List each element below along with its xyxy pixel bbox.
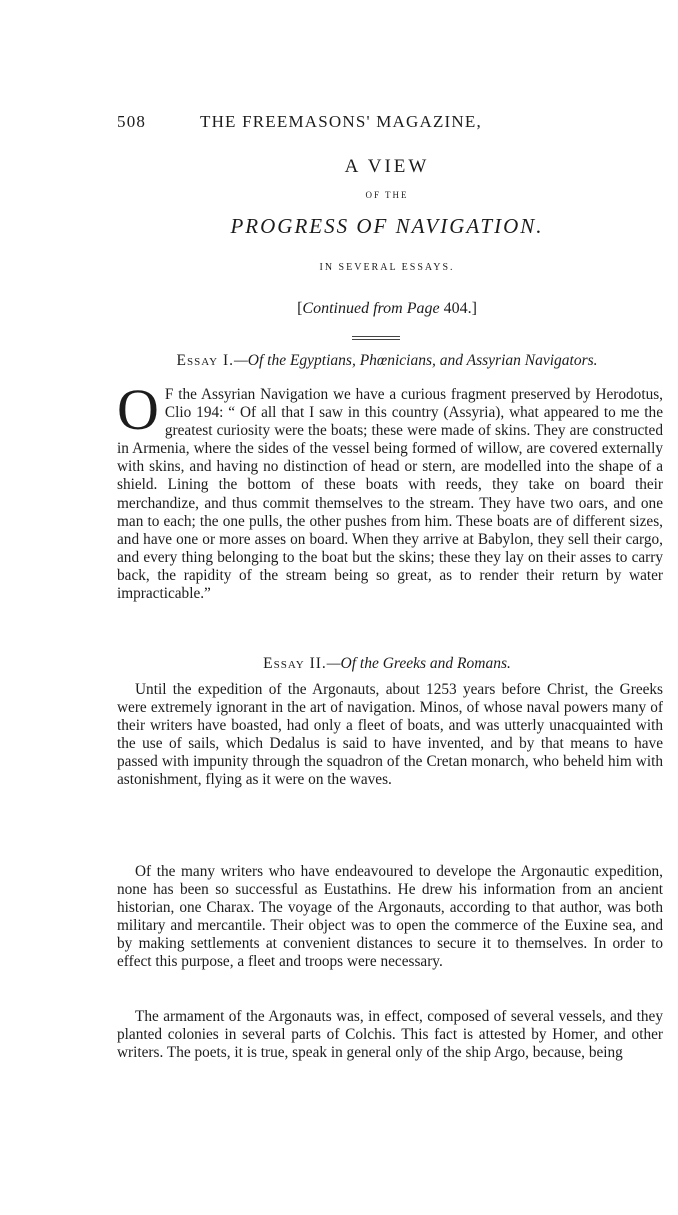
essay-2-paragraph-3: The armament of the Argonauts was, in effect, composed of several vessels, and they planted colonies in several parts of Colchis. This fact is attested by Homer, and other writers. The poets, it is true, speak in general only of the ship Argo, because, being <box>117 1008 663 1062</box>
title-of-the: OF THE <box>365 190 409 200</box>
continued-italic: Continued from Page <box>302 300 440 317</box>
essay-2-paragraph-2: Of the many writers who have endeavoured to develope the Argonautic expedition, none has been so successful as Eustathins. He drew his information from an ancient historian, one Charax. The voyage of the Argonauts, according to that author, was both military and mercantile. Their object was to open the commerce of the Euxine sea, and by making settlements at convenient distances to secure it to themselves. In order to effect this purpose, a fleet and troops were necessary. <box>117 863 663 971</box>
essay-1-paragraph <box>117 377 663 603</box>
essay-1-label: Essay I. <box>176 352 234 369</box>
title-progress-of-navigation: PROGRESS OF NAVIGATION. <box>230 214 544 238</box>
essay-1-text: F the Assyrian Navigation we have a curious fragment preserved by Herodotus, Clio 194: “ Of all that I saw in this country (Assyria), what appeared to me the greatest curiosity were the boats; these were made of skins. They are constructed in Armenia, where the sides of the vessel being formed of willow, are covered externally with skins, and having no distinction of head or stern, are modelled into the shape of a shield. Lining the bottom of these boats with reeds, they take on board their merchandize, and thus commit themselves to the stream. They have two oars, and one man to each; the one pulls, the other pushes from him. These boats are of different sizes, and have one or more asses on board. When they arrive at Babylon, they sell their cargo, and every thing belonging to the boat but the skins; these they lay on their asses to carry back, the rapidity of the stream being so great, as to render their return by water impracticable.” <box>117 386 663 603</box>
divider-rule <box>352 336 400 337</box>
continued-note <box>117 300 657 318</box>
continued-bracket: [ <box>297 300 303 317</box>
page-number: 508 <box>117 112 147 131</box>
continued-page: 404.] <box>439 300 477 317</box>
essay-1-heading <box>117 352 657 370</box>
magazine-title: THE FREEMASONS' MAGAZINE, <box>200 112 482 131</box>
divider-rule-secondary <box>352 339 400 340</box>
essay-1-title: —Of the Egyptians, Phœnicians, and Assyrian Navigators. <box>233 352 598 369</box>
essay-2-paragraph-1: Until the expedition of the Argonauts, about 1253 years before Christ, the Greeks were extremely ignorant in the art of navigation. Minos, of whose naval powers many of their writers have boasted, had only a fleet of boats, and was utterly unacquainted with the use of sails, which Dedalus is said to have invented, and by that means to have passed with impunity through the squadron of the Cretan monarch, who beheld him with astonishment, flying as it were on the waves. <box>117 681 663 789</box>
essay-2-heading <box>117 655 657 673</box>
essay-2-label: Essay II. <box>263 655 327 672</box>
essay-2-title: —Of the Greeks and Romans. <box>326 655 511 672</box>
drop-cap: O <box>117 377 159 442</box>
title-a-view: A VIEW <box>344 156 430 177</box>
title-in-several-essays: IN SEVERAL ESSAYS. <box>319 262 455 273</box>
